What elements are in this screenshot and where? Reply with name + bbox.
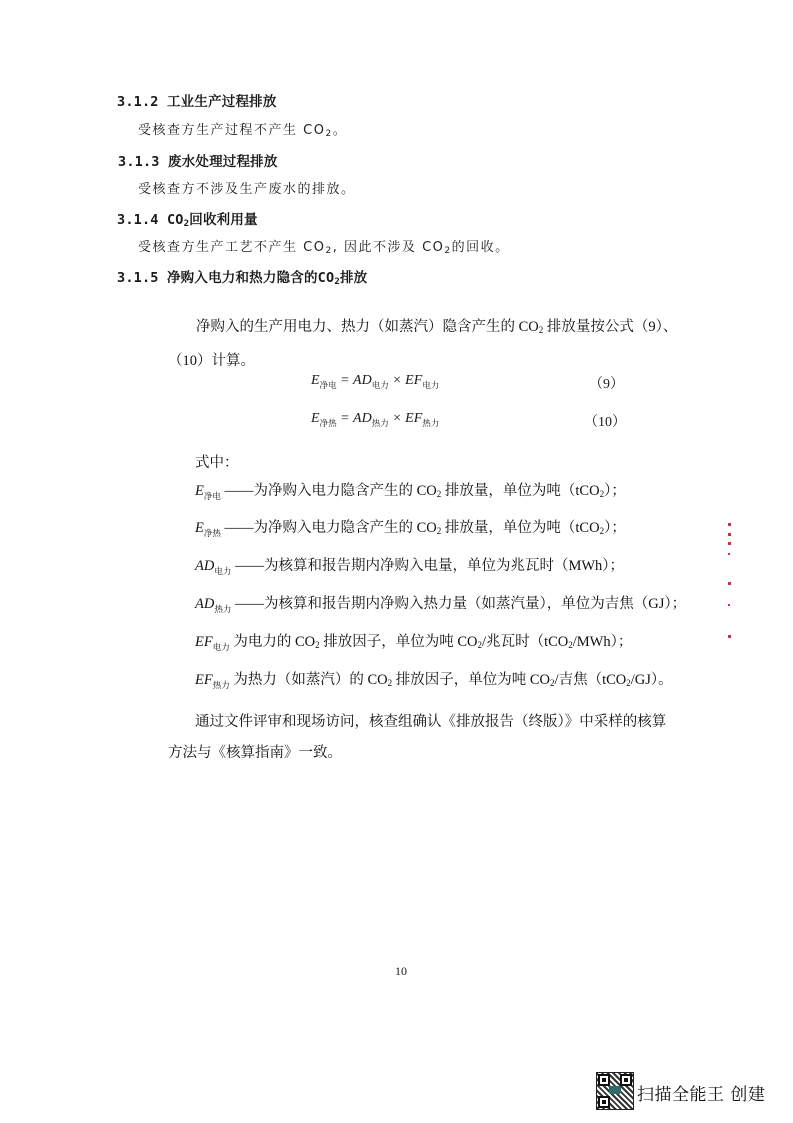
sym: EF [195,634,213,650]
subscript: 2 [436,526,442,536]
text: 为热力（如蒸汽）的 CO [229,672,388,688]
scan-mark [728,533,731,536]
text: /GJ）。 [630,672,673,688]
section-body-3-1-4 [138,236,510,256]
sym: × EF [388,373,423,388]
equation-number-10: （10） [584,415,626,430]
subscript: 2 [315,640,320,650]
heading-text-end: 排放 [339,270,368,286]
text: 排放量，单位为吨（tCO [441,520,600,536]
text: 为电力的 CO [229,634,316,650]
subscript: 净电 [319,380,337,390]
subscript: 净热 [203,528,221,538]
subscript: 电力 [422,380,440,390]
scan-mark [728,635,731,638]
sym: AD [195,596,215,612]
subscript: 2 [568,640,573,650]
subscript: 2 [436,489,442,499]
sym: = AD [336,411,372,426]
subscript: 净电 [203,491,221,501]
section-heading-3-1-3: 3.1.3 废水处理过程排放 [118,154,278,170]
scan-mark [728,542,731,545]
subscript: 热力 [212,680,230,690]
subscript: 热力 [371,418,389,428]
subscript: 2 [325,129,333,139]
equation-number-9: （9） [589,377,624,392]
subscript: 净热 [319,418,337,428]
subscript: 热力 [422,418,440,428]
definition-e-net-heat [195,516,626,539]
subscript: 2 [387,678,393,688]
definition-ad-heat [195,592,686,615]
sym: E [195,483,204,499]
qr-finder [620,1074,632,1086]
subscript: 电力 [214,566,232,576]
body-text: 的回收。 [451,240,510,255]
text: ——为净购入电力隐含产生的 CO [220,520,437,536]
section-body-3-1-3: 受核查方不涉及生产废水的排放。 [138,182,356,197]
subscript: 2 [325,246,333,256]
heading-text: 3.1.5 净购入电力和热力隐含的CO [117,270,335,286]
sym: E [195,520,204,536]
qr-code-icon [596,1072,634,1110]
heading-text-end: 回收利用量 [189,212,258,228]
subscript: 2 [538,325,544,335]
sym: EF [195,672,213,688]
subscript: 2 [626,678,631,688]
intro-line-1 [196,315,677,336]
sym: E [311,373,320,388]
text: /MWh）； [572,634,633,650]
section-heading-3-1-4 [117,208,258,229]
text: 排放量，单位为吨（tCO [441,483,600,499]
definition-ef-heat [195,668,673,691]
text: 排放量按公式（9）、 [543,319,678,335]
text: /吉焦（tCO [554,672,627,688]
page-number: 10 [395,964,407,978]
text: /兆瓦时（tCO [482,634,569,650]
section-body-3-1-2 [138,119,347,139]
conclusion-line-1: 通过文件评审和现场访问，核查组确认《排放报告（终版）》中采样的核算 [195,714,667,730]
body-text-end: 。 [332,123,348,138]
subscript: 2 [477,640,483,650]
subscript: 2 [334,277,340,287]
text: 排放因子，单位为吨 CO [319,634,478,650]
intro-line-2: （10）计算。 [168,353,255,369]
section-heading-3-1-5 [117,266,367,287]
text: 排放因子，单位为吨 CO [392,672,551,688]
subscript: 2 [183,219,190,229]
subscript: 2 [599,526,605,536]
body-text: 受核查方生产过程不产生 CO [138,123,326,138]
qr-finder [598,1074,610,1086]
sym: × EF [388,411,423,426]
cs-logo-icon [609,1086,621,1094]
text: ）； [604,520,626,536]
subscript: 电力 [371,380,389,390]
where-label: 式中： [195,455,239,471]
scan-mark [728,582,731,585]
subscript: 电力 [212,642,230,652]
text: ——为净购入电力隐含产生的 CO [220,483,437,499]
text: 净购入的生产用电力、热力（如蒸汽）隐含产生的 CO [196,319,539,335]
conclusion-line-2: 方法与《核算指南》一致。 [168,745,342,761]
subscript: 2 [599,489,605,499]
sym: AD [195,558,215,574]
formula-10 [311,411,439,429]
definition-e-net-electric [195,479,626,502]
body-text: 受核查方生产工艺不产生 CO [138,240,326,255]
text: ——为核算和报告期内净购入电量，单位为兆瓦时（MWh）； [231,558,625,574]
formula-9 [311,373,439,391]
scan-mark [728,523,731,526]
subscript: 2 [550,678,555,688]
scan-mark [728,553,730,555]
sym: = AD [336,373,372,388]
definition-ad-electric [195,554,624,577]
heading-text: 3.1.4 CO [117,212,184,228]
definition-ef-electric [195,630,632,653]
watermark-text: 扫描全能王 创建 [637,1085,766,1105]
qr-finder [598,1096,610,1108]
section-heading-3-1-2: 3.1.2 工业生产过程排放 [117,94,277,110]
body-text: , 因此不涉及 CO [332,240,445,255]
subscript: 2 [444,246,452,256]
subscript: 热力 [214,604,232,614]
text: ）； [604,483,626,499]
scan-mark [728,604,730,606]
sym: E [311,411,320,426]
text: ——为核算和报告期内净购入热力量（如蒸汽量），单位为吉焦（GJ）； [231,596,687,612]
